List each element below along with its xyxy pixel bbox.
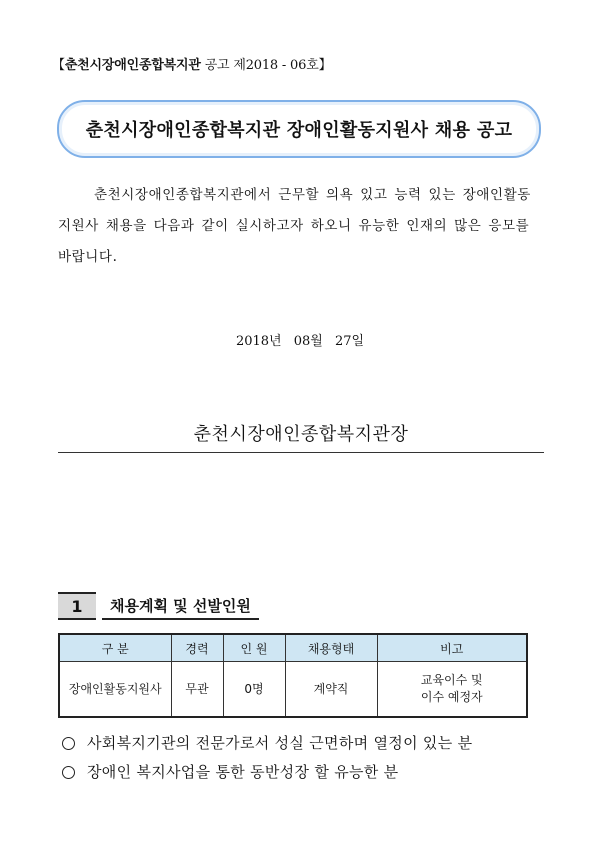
notice-bracket-close: 】	[318, 58, 332, 73]
section-heading: 채용계획 및 선발인원	[102, 592, 259, 620]
table-header: 인 원	[223, 634, 285, 662]
note-line-2: 이수 예정자	[420, 690, 483, 704]
recruit-table	[58, 633, 528, 718]
circle-bullet-icon	[62, 766, 75, 779]
table-header: 경력	[171, 634, 223, 662]
circle-bullet-icon	[62, 737, 75, 750]
cell-headcount: 0명	[223, 662, 285, 718]
table-header: 구 분	[59, 634, 171, 662]
table-row	[59, 662, 527, 718]
table-header: 비고	[377, 634, 527, 662]
table-header-row	[59, 634, 527, 662]
announcement-date: 2018년 08월 27일	[235, 334, 365, 349]
cell-note	[377, 662, 527, 718]
cell-type: 계약직	[285, 662, 377, 718]
cell-career: 무관	[171, 662, 223, 718]
notice-bracket-open: 【	[52, 58, 65, 73]
page-title: 춘천시장애인종합복지관 장애인활동지원사 채용 공고	[85, 120, 513, 141]
signer: 춘천시장애인종합복지관장	[58, 420, 544, 453]
criteria-text: 장애인 복지사업을 통한 동반성장 할 유능한 분	[87, 763, 399, 781]
section-1-header	[58, 592, 259, 620]
title-banner	[57, 100, 541, 158]
note-line-1: 교육이수 및	[420, 673, 483, 687]
section-number: 1	[58, 592, 96, 620]
notice-number	[52, 54, 331, 73]
notice-org: 춘천시장애인종합복지관	[64, 58, 201, 73]
intro-paragraph: 춘천시장애인종합복지관에서 근무할 의욕 있고 능력 있는 장애인활동지원사 채용을 다음과 같이 실시하고자 하오니 유능한 인재의 많은 응모를 바랍니다.	[58, 187, 531, 265]
cell-category: 장애인활동지원사	[59, 662, 171, 718]
list-item	[62, 729, 472, 758]
list-item	[62, 758, 472, 787]
notice-label: 공고 제2018 - 06호	[204, 58, 319, 73]
criteria-text: 사회복지기관의 전문가로서 성실 근면하며 열정이 있는 분	[87, 734, 473, 752]
criteria-list	[62, 729, 472, 787]
table-header: 채용형태	[285, 634, 377, 662]
